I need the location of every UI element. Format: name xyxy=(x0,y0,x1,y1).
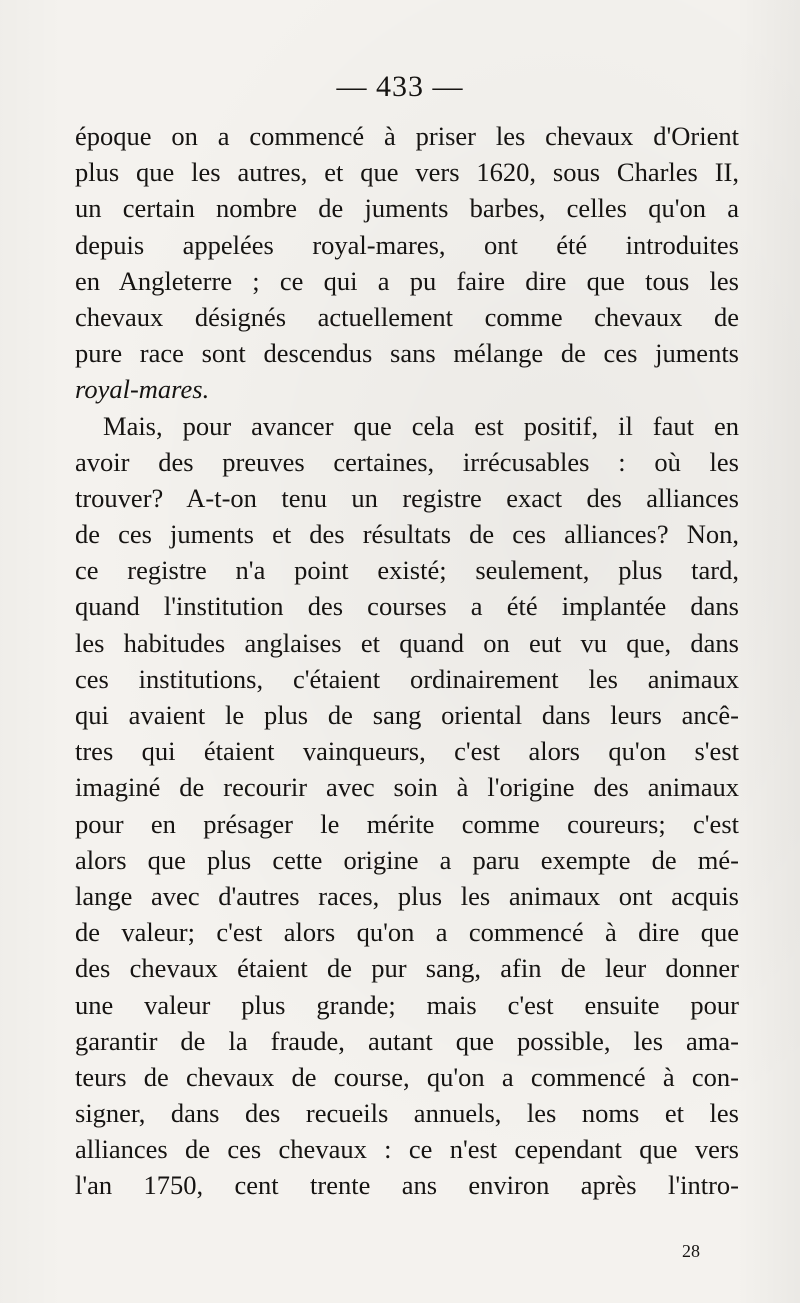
text-line: trouver? A-t-on tenu un registre exact des alliances xyxy=(75,482,739,513)
text-line: un certain nombre de juments barbes, celles qu'on a xyxy=(75,193,739,224)
text-line: pure race sont descendus sans mélange de ces juments xyxy=(75,338,739,369)
text-line: ces institutions, c'étaient ordinairement les animaux xyxy=(75,663,739,694)
text-line: de valeur; c'est alors qu'on a commencé à dire que xyxy=(75,917,739,948)
text-line: l'an 1750, cent trente ans environ après l'intro- xyxy=(75,1170,739,1201)
text-line: imaginé de recourir avec soin à l'origine des animaux xyxy=(75,772,739,803)
text-line: depuis appelées royal-mares, ont été introduites xyxy=(75,229,739,260)
text-line: signer, dans des recueils annuels, les noms et les xyxy=(75,1098,739,1129)
text-line: des chevaux étaient de pur sang, afin de leur donner xyxy=(75,953,739,984)
text-line: époque on a commencé à priser les chevaux d'Orient xyxy=(75,121,739,151)
signature-mark: 28 xyxy=(682,1241,700,1261)
text-line: alors que plus cette origine a paru exempte de mé- xyxy=(75,844,739,875)
text-line: garantir de la fraude, autant que possible, les ama- xyxy=(75,1025,739,1056)
text-line: lange avec d'autres races, plus les animaux ont acquis xyxy=(75,880,739,911)
text-line: teurs de chevaux de course, qu'on a commencé à con- xyxy=(75,1061,739,1092)
text-line: en Angleterre ; ce qui a pu faire dire que tous les xyxy=(75,265,739,296)
text-line: chevaux désignés actuellement comme chevaux de xyxy=(75,301,739,332)
text-line: quand l'institution des courses a été implantée dans xyxy=(75,591,739,622)
text-line: de ces juments et des résultats de ces alliances? Non, xyxy=(75,519,739,550)
page-number: — 433 — xyxy=(336,70,464,103)
text-line: pour en présager le mérite comme coureurs; c'est xyxy=(75,808,739,839)
text-line: alliances de ces chevaux : ce n'est cependant que vers xyxy=(75,1134,739,1165)
text-line: ce registre n'a point existé; seulement, plus tard, xyxy=(75,555,739,586)
text-line: une valeur plus grande; mais c'est ensuite pour xyxy=(75,989,739,1020)
text-line: tres qui étaient vainqueurs, c'est alors qu'on s'est xyxy=(75,736,739,767)
text-line: avoir des preuves certaines, irrécusables : où les xyxy=(75,446,739,477)
paragraph-start-line: Mais, pour avancer que cela est positif, il faut en xyxy=(103,410,739,441)
text-line: les habitudes anglaises et quand on eut vu que, dans xyxy=(75,627,739,658)
text-line: royal-mares. xyxy=(75,374,210,405)
text-line: qui avaient le plus de sang oriental dans leurs ancê- xyxy=(75,700,739,730)
text-line: plus que les autres, et que vers 1620, sous Charles II, xyxy=(75,157,739,188)
body-text xyxy=(75,118,739,1204)
